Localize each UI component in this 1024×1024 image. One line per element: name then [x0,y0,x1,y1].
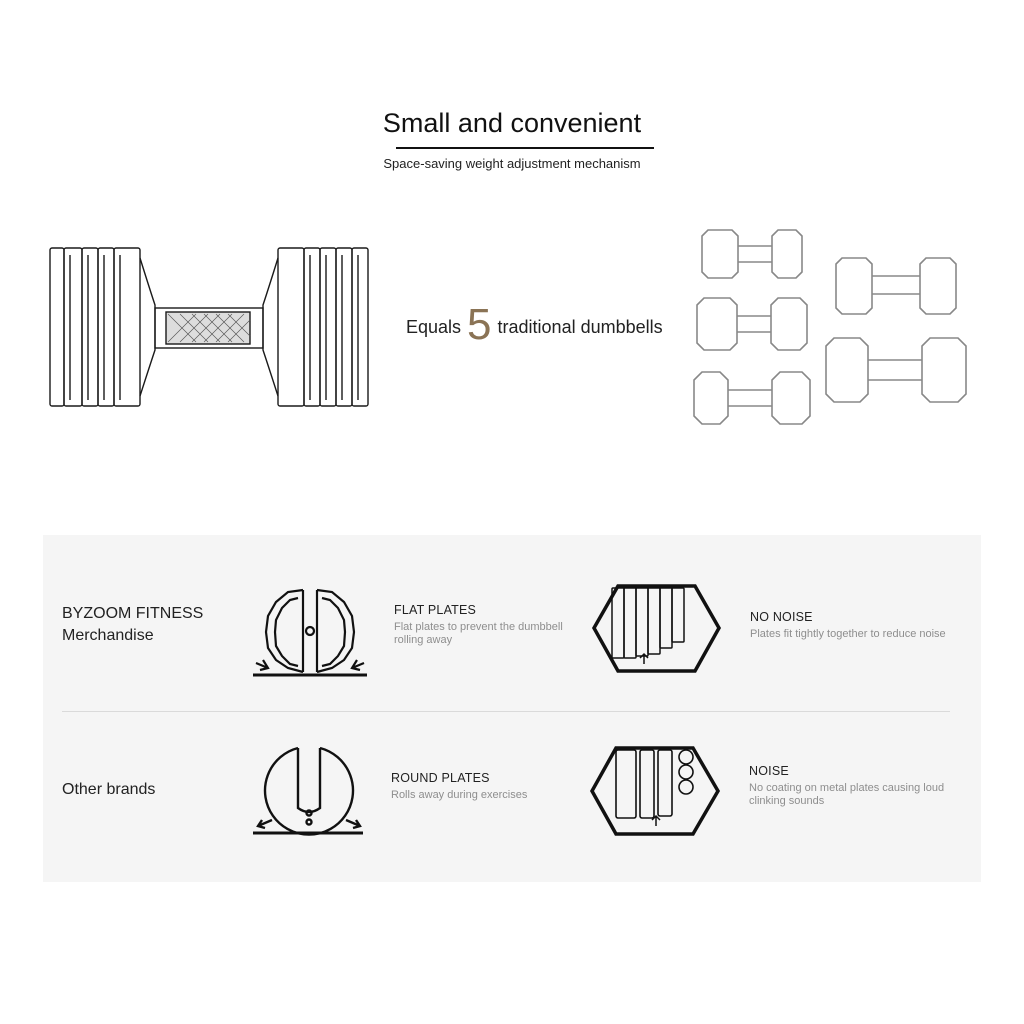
page-title: Small and convenient [382,108,642,138]
feature-title: NOISE [749,764,789,778]
equals-number: 5 [467,300,492,349]
equals-prefix: Equals [406,317,462,337]
page-subtitle: Space-saving weight adjustment mechanism [383,156,641,171]
feature-title: FLAT PLATES [394,603,477,617]
feature-title: ROUND PLATES [391,771,490,785]
feature-description: No coating on metal plates causing loud clinking sounds [749,782,945,807]
feature-description: Plates fit tightly together to reduce noise [750,628,946,640]
feature-noise [749,764,964,808]
brand-subtitle: Merchandise [62,627,154,644]
brand-name: BYZOOM FITNESS [62,605,204,622]
feature-description: Rolls away during exercises [391,789,528,801]
equals-suffix: traditional dumbbells [497,317,663,337]
feature-description: Flat plates to prevent the dumbbell rolling away [394,621,563,646]
feature-title: NO NOISE [750,610,813,624]
brand-name: Other brands [62,781,156,798]
